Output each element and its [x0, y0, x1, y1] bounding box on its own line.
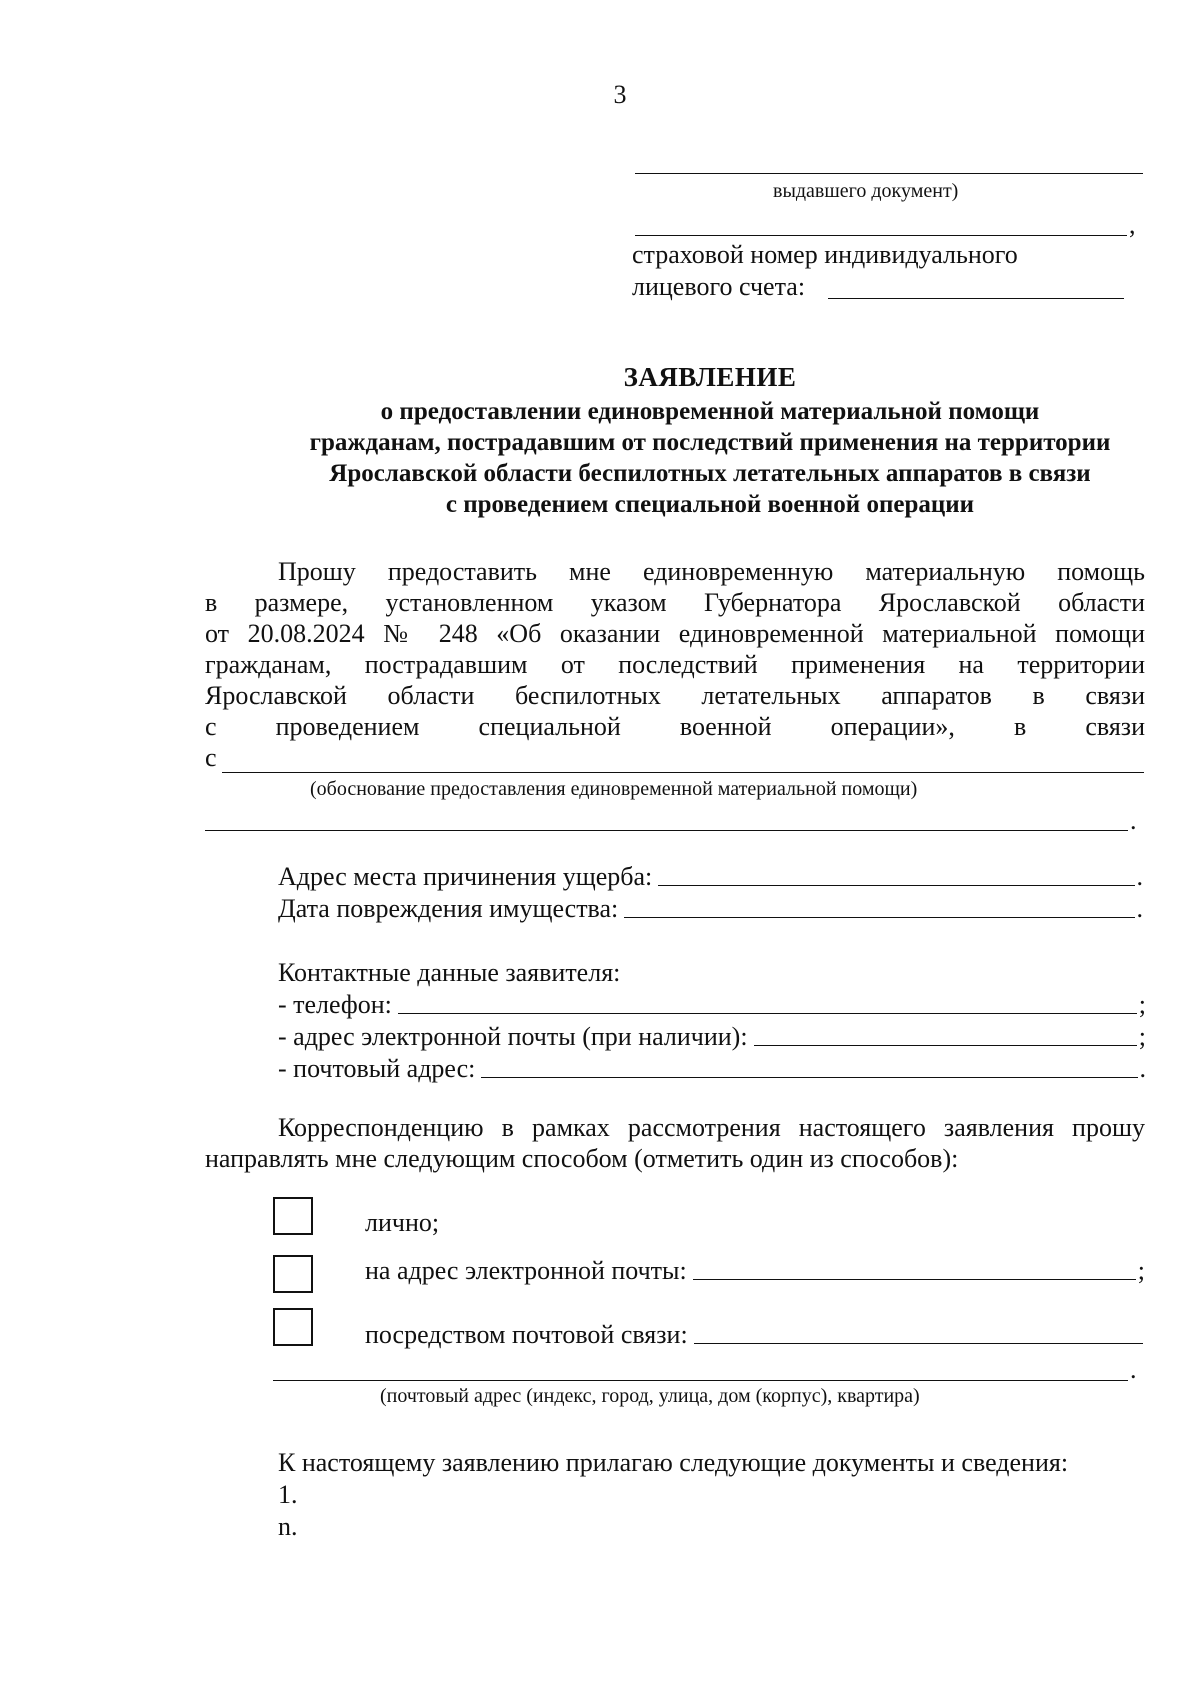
damage-address-row [278, 862, 1143, 892]
postal-row [278, 1054, 1146, 1084]
phone-end: ; [1138, 990, 1146, 1019]
option-email-end: ; [1137, 1256, 1145, 1285]
page-number: 3 [613, 80, 627, 109]
option-email-checkbox[interactable] [273, 1255, 313, 1293]
title-line-4: с проведением специальной военной операции [445, 491, 975, 518]
postal-end: . [1139, 1054, 1146, 1083]
attachment-item-n: n. [278, 1512, 298, 1541]
postal-field[interactable] [481, 1077, 1137, 1078]
correspondence-line-1: Корреспонденцию в рамках рассмотрения настоящего заявления прошу [278, 1113, 1145, 1142]
snils-label-line1: страховой номер индивидуального [632, 240, 1018, 269]
option-post-label: посредством почтовой связи: [365, 1320, 688, 1349]
request-line-1: Прошу предоставить мне единовременную материальную помощь [278, 557, 1145, 586]
request-line-5: Ярославской области беспилотных летательных аппаратов в связи [205, 681, 1145, 710]
issuer-line[interactable] [635, 173, 1143, 174]
email-row [278, 1022, 1146, 1052]
phone-field[interactable] [398, 1013, 1137, 1014]
option-email-field[interactable] [693, 1279, 1136, 1280]
justification-field[interactable] [222, 772, 1144, 773]
request-line-3: от 20.08.2024 № 248 «Об оказании единовременной материальной помощи [205, 619, 1145, 648]
phone-row [278, 990, 1146, 1020]
damage-address-field[interactable] [658, 885, 1134, 886]
email-field[interactable] [754, 1045, 1137, 1046]
request-with-prefix: с [205, 743, 217, 772]
option-email-label: на адрес электронной почты: [365, 1256, 687, 1285]
damage-address-end: . [1136, 862, 1143, 891]
document-title [180, 362, 1200, 394]
email-end: ; [1138, 1022, 1146, 1051]
contacts-heading: Контактные данные заявителя: [278, 958, 621, 987]
justification-end: . [1130, 806, 1137, 835]
damage-date-field[interactable] [624, 917, 1134, 918]
snils-field[interactable] [828, 298, 1124, 299]
postal-label: - почтовый адрес: [278, 1054, 476, 1083]
email-label: - адрес электронной почты (при наличии): [278, 1022, 748, 1051]
option-email-row [365, 1256, 1145, 1286]
title-line-1: о предоставлении единовременной материальной помощи [380, 398, 1040, 425]
title-main: ЗАЯВЛЕНИЕ [623, 362, 797, 392]
damage-date-row [278, 894, 1143, 924]
attachment-item-1: 1. [278, 1480, 298, 1509]
request-line-4: гражданам, пострадавшим от последствий применения на территории [205, 650, 1145, 679]
title-line-2: гражданам, пострадавшим от последствий применения на территории [309, 429, 1111, 456]
option-post-row [365, 1320, 1145, 1350]
request-line-6: с проведением специальной военной операции», в связи [205, 712, 1145, 741]
snils-label-line2: лицевого счета: [632, 272, 806, 301]
issuer-line-2[interactable] [635, 235, 1127, 236]
correspondence-line-2: направлять мне следующим способом (отметить один из способов): [205, 1144, 959, 1173]
option-in-person-checkbox[interactable] [273, 1197, 313, 1235]
post-address-field[interactable] [273, 1380, 1128, 1381]
option-post-field[interactable] [694, 1343, 1143, 1344]
justification-caption: (обоснование предоставления единовременной материальной помощи) [310, 778, 918, 800]
option-post-checkbox[interactable] [273, 1308, 313, 1346]
damage-date-end: . [1136, 894, 1143, 923]
option-in-person-label: лично; [365, 1208, 440, 1237]
damage-address-label: Адрес места причинения ущерба: [278, 862, 653, 891]
phone-label: - телефон: [278, 990, 392, 1019]
issuer-caption: выдавшего документ) [773, 180, 959, 202]
damage-date-label: Дата повреждения имущества: [278, 894, 619, 923]
title-line-3: Ярославской области беспилотных летательных аппаратов в связи [329, 460, 1091, 487]
attachments-heading: К настоящему заявлению прилагаю следующие документы и сведения: [278, 1448, 1069, 1477]
post-address-end: . [1130, 1355, 1137, 1384]
request-line-2: в размере, установленном указом Губернатора Ярославской области [205, 588, 1145, 617]
justification-field-2[interactable] [205, 830, 1128, 831]
post-address-caption: (почтовый адрес (индекс, город, улица, дом (корпус), квартира) [380, 1385, 920, 1407]
issuer-comma: , [1129, 210, 1136, 239]
